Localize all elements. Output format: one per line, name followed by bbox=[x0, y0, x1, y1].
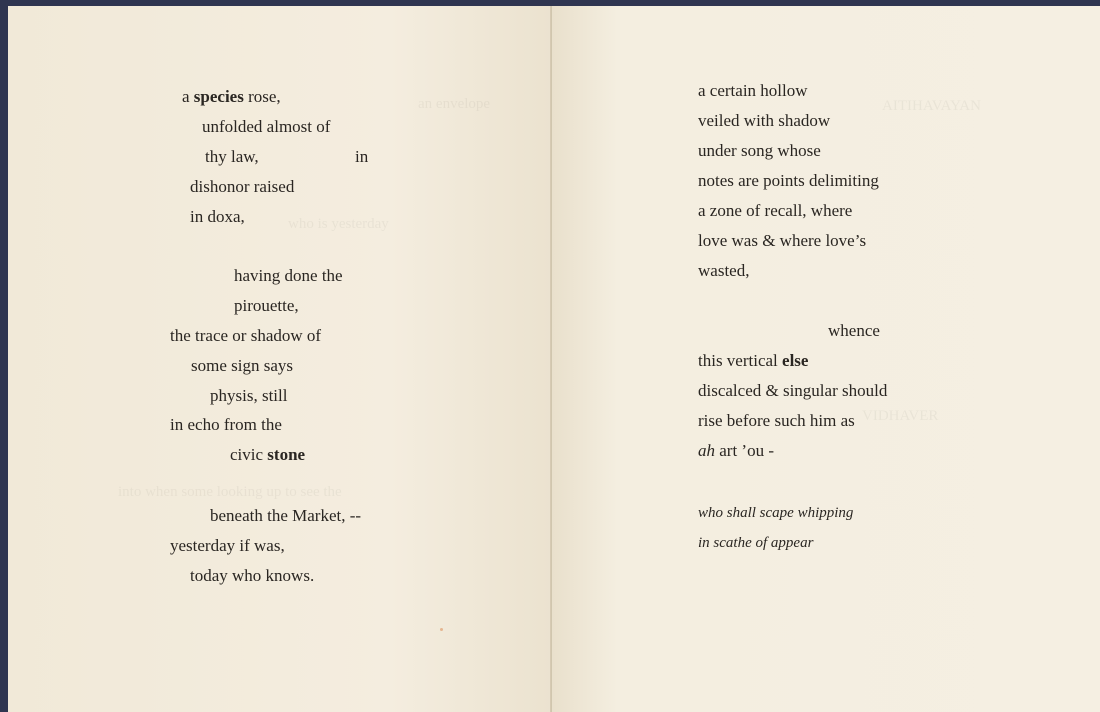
poem-line-text: else bbox=[782, 351, 809, 370]
poem-line-text: love was & where love’s bbox=[698, 231, 867, 250]
poem-line bbox=[698, 171, 879, 191]
poem-line-text: wasted, bbox=[698, 261, 750, 280]
poem-line-text: discalced & singular should bbox=[698, 381, 888, 400]
poem-line-text: beneath the Market, -- bbox=[210, 506, 362, 525]
poem-line-text: notes are points delimiting bbox=[698, 171, 879, 190]
poem-line-text: art ’ou - bbox=[715, 441, 775, 460]
poem-line bbox=[182, 87, 281, 107]
poem-line-text: rose, bbox=[243, 87, 281, 106]
poem-line bbox=[190, 566, 314, 586]
poem-line-text: in doxa, bbox=[190, 207, 245, 226]
poem-line bbox=[698, 441, 774, 461]
poem-line bbox=[698, 111, 830, 131]
poem-line-text: having done the bbox=[234, 266, 343, 285]
poem-line-text: a bbox=[182, 87, 194, 106]
poem-line-text: pirouette, bbox=[234, 296, 299, 315]
poem-line bbox=[698, 231, 866, 251]
poem-line-text: veiled with shadow bbox=[698, 111, 831, 130]
poem-line-text: in scathe of appear bbox=[698, 535, 814, 551]
paper-speck bbox=[440, 628, 443, 631]
poem-line bbox=[698, 351, 808, 371]
poem-line bbox=[170, 326, 321, 346]
poem-line bbox=[698, 502, 853, 523]
left-page: an envelope who is yesterday into when some looking up to see the a species rose, unfolded almost of thy law, in dishonor raised in doxa, having done the pirouette, the trace or shadow of some sign says physis, still in echo from the civic stone beneath the Market, -- yesterday if was, today who knows. bbox=[8, 6, 554, 712]
poem-line-text: dishonor raised bbox=[190, 177, 295, 196]
poem-line bbox=[698, 141, 821, 161]
poem-line bbox=[698, 261, 749, 281]
poem-line bbox=[698, 81, 808, 101]
poem-line bbox=[190, 177, 294, 197]
poem-line-text: ah bbox=[698, 441, 715, 460]
poem-line bbox=[234, 266, 343, 286]
poem-line bbox=[205, 147, 259, 167]
poem-line bbox=[828, 321, 880, 341]
poem-line bbox=[190, 207, 245, 227]
poem-line bbox=[210, 386, 287, 406]
poem-line-text: species bbox=[193, 87, 244, 106]
poem-line bbox=[170, 536, 285, 556]
poem-line-text: thy law, bbox=[205, 147, 259, 166]
poem-line-text: this vertical bbox=[698, 351, 783, 370]
poem-line bbox=[230, 445, 305, 465]
poem-line-text: some sign says bbox=[191, 356, 293, 375]
poem-line bbox=[355, 147, 368, 167]
poem-line-text: who shall scape whipping bbox=[698, 505, 854, 521]
poem-line-text: a zone of recall, where bbox=[698, 201, 853, 220]
poem-line-text: physis, still bbox=[210, 386, 288, 405]
poem-line-text: today who knows. bbox=[190, 566, 315, 585]
poem-line bbox=[202, 117, 330, 137]
poem-line bbox=[698, 201, 852, 221]
poem-line bbox=[698, 381, 887, 401]
poem-line-text: under song whose bbox=[698, 141, 821, 160]
poem-line-text: unfolded almost of bbox=[202, 117, 331, 136]
poem-line-text: in echo from the bbox=[170, 415, 282, 434]
poem-line-text: rise before such him as bbox=[698, 411, 855, 430]
poem-line-text: stone bbox=[267, 445, 306, 464]
poem-line-text: civic bbox=[230, 445, 268, 464]
poem-line bbox=[210, 506, 361, 526]
poem-line-text: whence bbox=[828, 321, 880, 340]
poem-line-text: yesterday if was, bbox=[170, 536, 285, 555]
poem-line bbox=[170, 415, 282, 435]
poem-line-text: in bbox=[355, 147, 369, 166]
poem-line bbox=[191, 356, 293, 376]
right-page: AITIHAVAYAN VIDHAVER a certain hollow veiled with shadow under song whose notes are points delimiting a zone of recall, where love was & where love’s wasted, whence this vertical else discalced & singular should rise before such him as ah art ’ou - who shall scape whipping in scathe of appear bbox=[552, 6, 1100, 712]
poem-line-text: the trace or shadow of bbox=[170, 326, 322, 345]
poem-line bbox=[698, 532, 813, 553]
poem-line bbox=[234, 296, 299, 316]
poem-line-text: a certain hollow bbox=[698, 81, 808, 100]
poem-line bbox=[698, 411, 855, 431]
